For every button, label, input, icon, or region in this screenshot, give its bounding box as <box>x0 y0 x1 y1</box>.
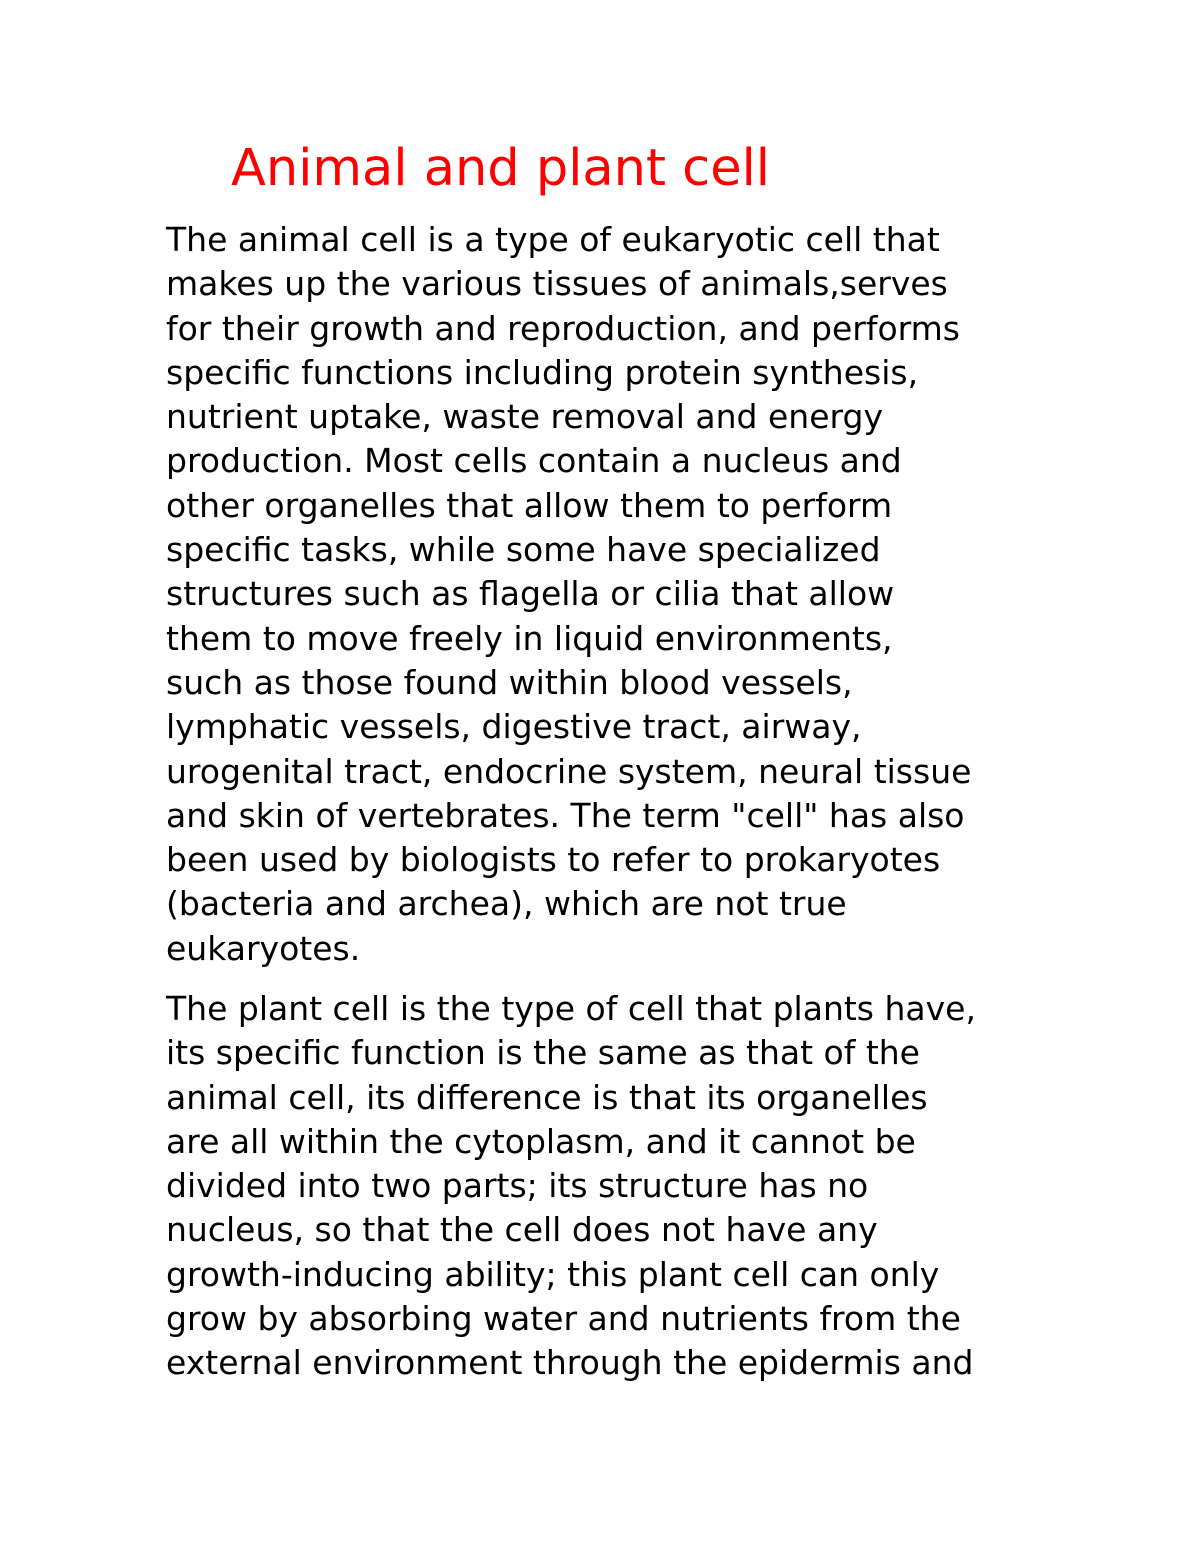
paragraph-animal-cell <box>166 218 971 971</box>
text-line: nutrient uptake, waste removal and energy <box>166 397 883 437</box>
text-line: and skin of vertebrates. The term "cell" has also <box>166 795 965 835</box>
text-line: such as those found within blood vessels, <box>166 662 853 702</box>
document-title: Animal and plant cell <box>231 139 770 198</box>
text-line: its specific function is the same as that of the <box>166 1033 920 1073</box>
text-line: for their growth and reproduction, and performs <box>166 308 960 348</box>
paragraph-plant-cell <box>166 987 976 1386</box>
text-line: nucleus, so that the cell does not have any <box>166 1210 878 1250</box>
text-line: grow by absorbing water and nutrients from the <box>166 1299 961 1339</box>
text-line: production. Most cells contain a nucleus and <box>166 441 902 481</box>
text-line: structures such as flagella or cilia that allow <box>166 574 895 614</box>
text-line: specific tasks, while some have specialized <box>166 530 881 570</box>
text-line: growth-inducing ability; this plant cell can only <box>166 1254 940 1294</box>
text-line: animal cell, its difference is that its organelles <box>166 1077 928 1117</box>
text-line: divided into two parts; its structure has no <box>166 1166 869 1206</box>
text-line: lymphatic vessels, digestive tract, airway, <box>166 707 862 747</box>
text-line: them to move freely in liquid environments, <box>166 618 893 658</box>
text-line: eukaryotes. <box>166 928 361 968</box>
text-line: been used by biologists to refer to prokaryotes <box>166 840 941 880</box>
text-line: The animal cell is a type of eukaryotic cell that <box>166 220 940 259</box>
text-line: external environment through the epidermis and <box>166 1343 974 1383</box>
text-line: are all within the cytoplasm, and it cannot be <box>166 1121 916 1161</box>
text-line: The plant cell is the type of cell that plants have, <box>166 989 976 1028</box>
text-line: (bacteria and archea), which are not true <box>166 884 847 924</box>
text-line: makes up the various tissues of animals,serves <box>166 264 948 304</box>
text-line: other organelles that allow them to perform <box>166 485 893 525</box>
text-line: specific functions including protein synthesis, <box>166 352 919 392</box>
text-line: urogenital tract, endocrine system, neural tissue <box>166 751 972 791</box>
